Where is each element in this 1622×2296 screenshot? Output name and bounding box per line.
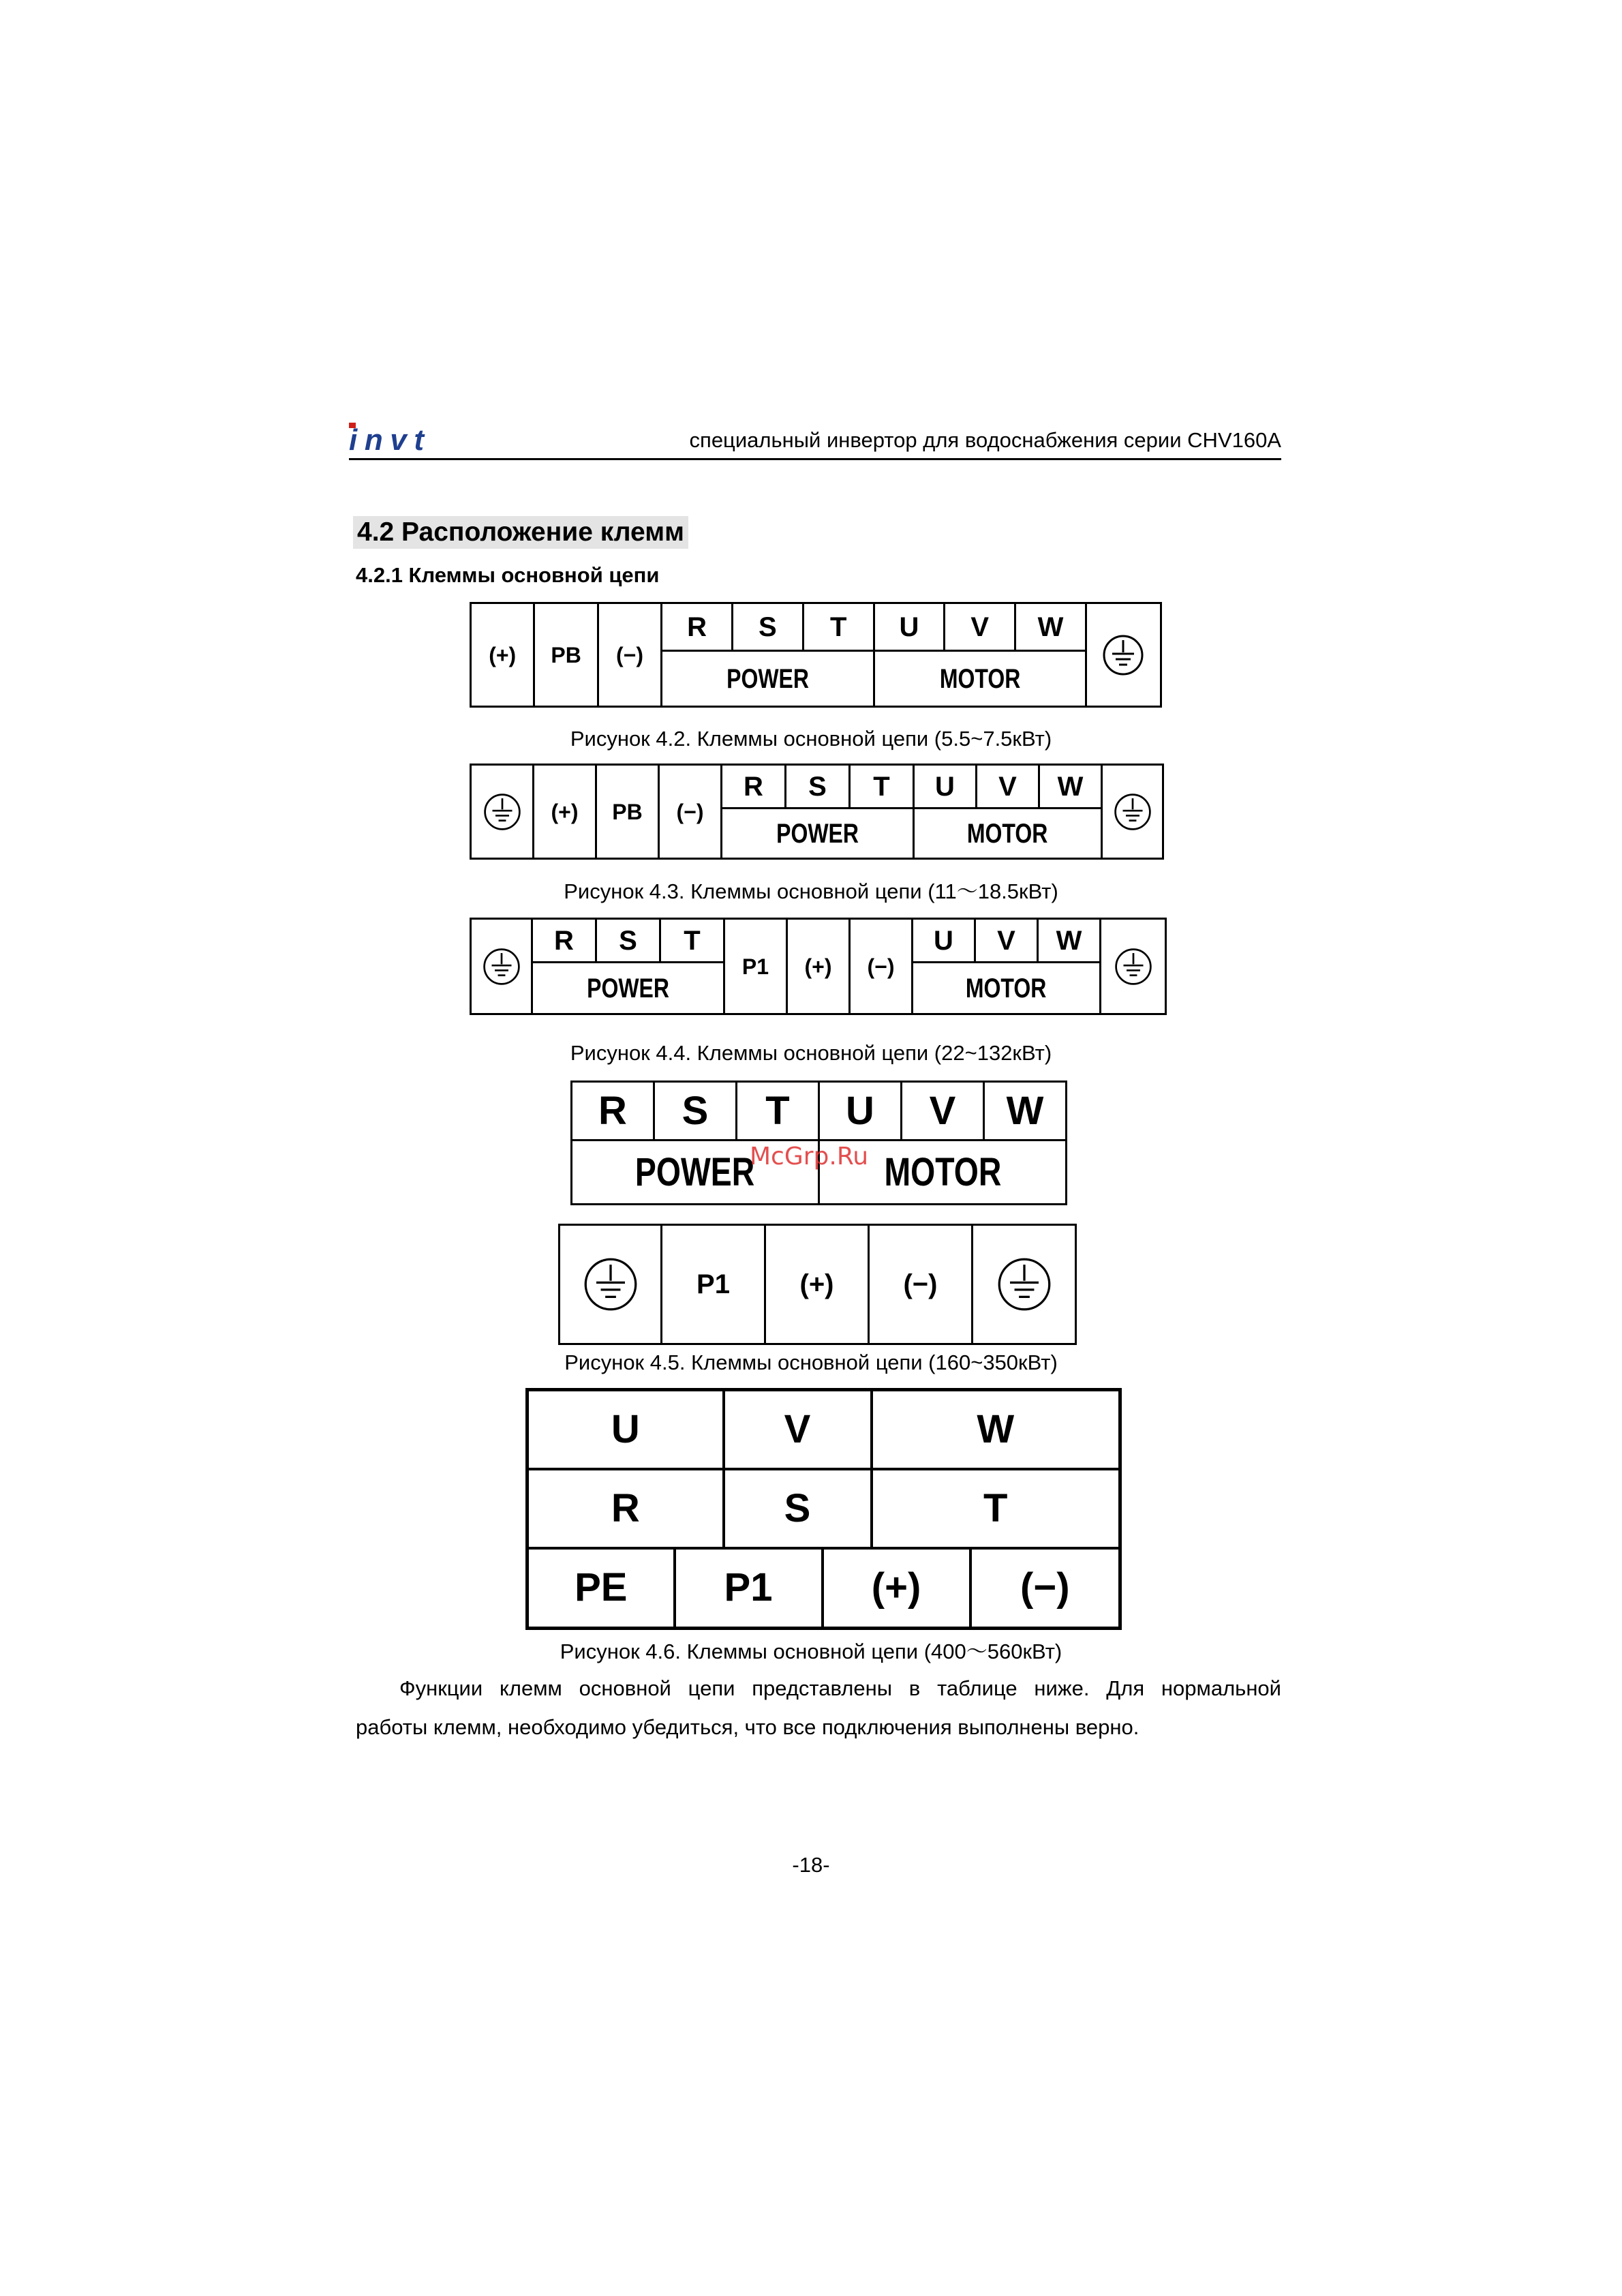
power-label: POWER <box>722 809 914 859</box>
ground-icon <box>560 1225 662 1344</box>
terminal-u: U <box>874 603 945 651</box>
terminal-s: S <box>786 765 850 809</box>
terminal-plus: (+) <box>765 1225 869 1344</box>
figure-4-4-caption: Рисунок 4.4. Клеммы основной цепи (22~132кВт) <box>570 1041 1052 1065</box>
terminal-pb: PB <box>534 603 598 707</box>
motor-label: MOTOR <box>913 963 1101 1014</box>
terminal-pb: PB <box>596 765 659 859</box>
terminal-plus: (+) <box>471 603 534 707</box>
terminal-v: V <box>902 1082 984 1141</box>
terminal-plus: (+) <box>823 1548 970 1629</box>
terminal-v: V <box>945 603 1015 651</box>
terminal-u: U <box>527 1390 724 1469</box>
ground-icon <box>471 919 532 1014</box>
terminal-p1: P1 <box>675 1548 823 1629</box>
terminal-v: V <box>975 919 1038 963</box>
terminal-r: R <box>572 1082 654 1141</box>
motor-label: MOTOR <box>914 809 1102 859</box>
figure-4-2-caption: Рисунок 4.2. Клеммы основной цепи (5.5~7.5кВт) <box>570 727 1052 751</box>
terminal-p1: P1 <box>724 919 787 1014</box>
watermark: McGrp.Ru <box>750 1143 869 1170</box>
terminal-minus: (−) <box>869 1225 973 1344</box>
ground-icon <box>1086 603 1161 707</box>
header-rule <box>349 458 1281 460</box>
figure-4-5-caption: Рисунок 4.5. Клеммы основной цепи (160~350кВт) <box>564 1350 1058 1374</box>
terminal-w: W <box>872 1390 1120 1469</box>
terminal-v: V <box>977 765 1039 809</box>
terminal-w: W <box>1039 765 1102 809</box>
terminal-w: W <box>984 1082 1067 1141</box>
terminal-t: T <box>737 1082 819 1141</box>
terminal-t: T <box>803 603 874 651</box>
terminal-r: R <box>662 603 733 651</box>
terminal-minus: (−) <box>598 603 661 707</box>
body-paragraph <box>356 1669 1281 1747</box>
figure-4-6-terminal-diagram <box>525 1388 1122 1630</box>
terminal-r: R <box>532 919 596 963</box>
figure-4-3-caption: Рисунок 4.3. Клеммы основной цепи (11～18.5кВт) <box>564 879 1058 903</box>
ground-icon <box>1102 765 1163 859</box>
terminal-t: T <box>872 1469 1120 1548</box>
terminal-s: S <box>596 919 660 963</box>
terminal-u: U <box>913 919 975 963</box>
terminal-pe: PE <box>527 1548 675 1629</box>
terminal-s: S <box>733 603 804 651</box>
body-line-2: работы клемм, необходимо убедиться, что все подключения выполнены верно. <box>356 1715 1139 1739</box>
terminal-plus: (+) <box>787 919 850 1014</box>
terminal-minus: (−) <box>970 1548 1120 1629</box>
terminal-t: T <box>850 765 914 809</box>
terminal-v: V <box>724 1390 872 1469</box>
terminal-t: T <box>660 919 724 963</box>
terminal-s: S <box>724 1469 872 1548</box>
subsection-title: 4.2.1 Клеммы основной цепи <box>356 563 660 587</box>
ground-icon <box>471 765 534 859</box>
figure-4-5-terminal-diagram-bottom <box>558 1224 1077 1345</box>
terminal-r: R <box>722 765 786 809</box>
logo-text: invt <box>349 423 424 453</box>
figure-4-6-caption: Рисунок 4.6. Клеммы основной цепи (400～560кВт) <box>560 1640 1062 1663</box>
power-label: POWER <box>572 1141 819 1205</box>
section-title: 4.2 Расположение клемм <box>353 516 688 549</box>
ground-icon <box>1101 919 1166 1014</box>
terminal-minus: (−) <box>850 919 913 1014</box>
motor-label: MOTOR <box>819 1141 1067 1205</box>
terminal-minus: (−) <box>659 765 722 859</box>
terminal-w: W <box>1015 603 1086 651</box>
power-label: POWER <box>662 651 874 707</box>
power-label: POWER <box>532 963 724 1014</box>
figure-4-3-terminal-diagram <box>470 764 1164 860</box>
terminal-r: R <box>527 1469 724 1548</box>
invt-logo <box>349 423 425 453</box>
terminal-w: W <box>1038 919 1101 963</box>
terminal-s: S <box>654 1082 737 1141</box>
terminal-plus: (+) <box>534 765 596 859</box>
terminal-u: U <box>819 1082 902 1141</box>
terminal-u: U <box>914 765 977 809</box>
figure-4-4-terminal-diagram <box>470 918 1167 1015</box>
terminal-p1: P1 <box>662 1225 765 1344</box>
page-number: -18- <box>792 1853 830 1877</box>
motor-label: MOTOR <box>874 651 1086 707</box>
ground-icon <box>973 1225 1076 1344</box>
header-title: специальный инвертор для водоснабжения серии CHV160A <box>689 428 1281 452</box>
figure-4-2-terminal-diagram <box>470 602 1162 708</box>
body-line-1: Функции клемм основной цепи представлены в таблице ниже. Для нормальной <box>399 1676 1281 1700</box>
